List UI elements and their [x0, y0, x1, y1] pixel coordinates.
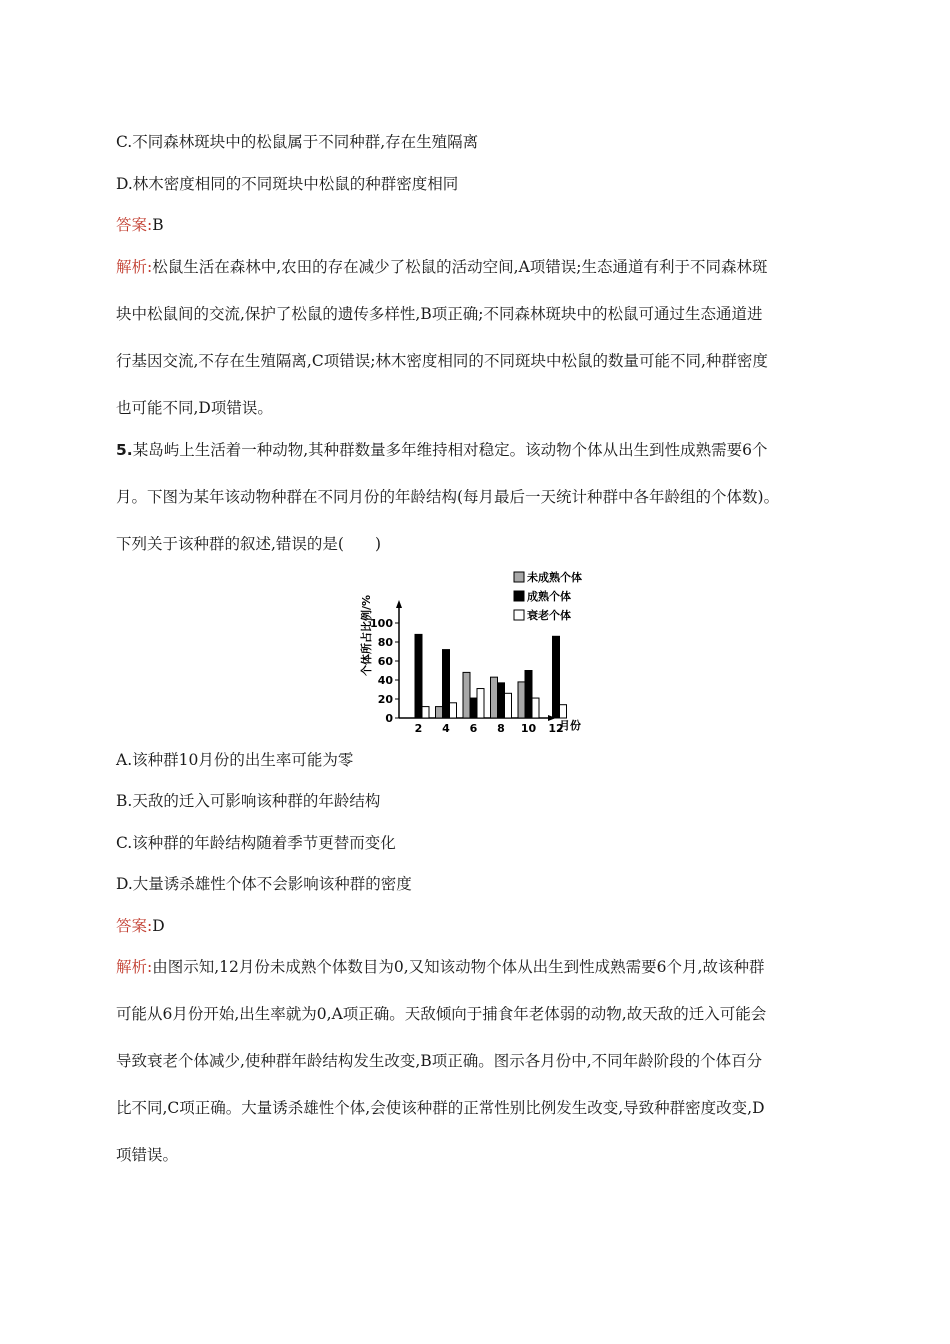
question-stem: 某岛屿上生活着一种动物,其种群数量多年维持相对稳定。该动物个体从出生到性成熟需要6个 [132, 441, 768, 459]
x-ticks [415, 722, 564, 735]
y-axis-arrow [396, 600, 402, 608]
legend-label-senescent: 衰老个体 [527, 609, 571, 622]
y-tick-label: 0 [385, 712, 393, 725]
legend [514, 570, 582, 622]
analysis-text: 由图示知,12月份未成熟个体数目为0,又知该动物个体从出生到性成熟需要6个月,故该种群 [152, 958, 765, 976]
option-d: D.大量诱杀雄性个体不会影响该种群的密度 [116, 875, 412, 893]
bar-mature-month-10 [525, 671, 532, 719]
bar-mature-month-2 [415, 634, 422, 718]
question-number: 5. [116, 441, 133, 459]
y-ticks [370, 617, 399, 725]
answer-value: B [152, 216, 164, 234]
answer-label: 答案: [116, 216, 153, 234]
x-tick-label: 12 [548, 722, 564, 735]
analysis-line-4: 比不同,C项正确。大量诱杀雄性个体,会使该种群的正常性别比例发生改变,导致种群密度改变,D [116, 1099, 765, 1117]
prev-analysis-line-4: 也可能不同,D项错误。 [116, 399, 273, 417]
analysis-line-2: 可能从6月份开始,出生率就为0,A项正确。天敌倾向于捕食年老体弱的动物,故天敌的迁入可能会 [116, 1005, 767, 1023]
bar-immature-month-8 [491, 677, 498, 718]
question-5-line-1 [116, 440, 767, 460]
option-c: C.该种群的年龄结构随着季节更替而变化 [116, 834, 396, 852]
y-tick-label: 80 [377, 636, 393, 649]
question-5-line-3: 下列关于该种群的叙述,错误的是( ) [116, 535, 382, 553]
x-tick-label: 10 [520, 722, 537, 735]
x-tick-label: 2 [414, 722, 423, 735]
bar-immature-month-10 [518, 682, 525, 718]
bar-mature-month-8 [498, 683, 505, 718]
analysis-line-5: 项错误。 [116, 1146, 179, 1164]
bar-senescent-month-10 [532, 698, 539, 718]
prev-analysis-line-2: 块中松鼠间的交流,保护了松鼠的遗传多样性,B项正确;不同森林斑块中的松鼠可通过生态通道进 [116, 305, 763, 323]
legend-label-immature: 未成熟个体 [527, 571, 582, 584]
bar-senescent-month-4 [450, 703, 457, 718]
y-tick-label: 40 [377, 674, 393, 687]
bar-senescent-month-8 [505, 693, 512, 718]
age-structure-chart [350, 566, 600, 736]
bar-senescent-month-6 [477, 689, 484, 718]
legend-label-mature: 成熟个体 [527, 590, 571, 603]
option-b: B.天敌的迁入可影响该种群的年龄结构 [116, 792, 381, 810]
bar-senescent-month-12 [560, 705, 567, 718]
bar-senescent-month-2 [422, 707, 429, 718]
answer-label: 答案: [116, 917, 153, 935]
y-tick-label: 100 [370, 617, 393, 630]
option-a: A.该种群10月份的出生率可能为零 [116, 751, 354, 769]
x-tick-label: 8 [497, 722, 505, 735]
legend-swatch-mature [514, 591, 524, 601]
question-5-line-2: 月。下图为某年该动物种群在不同月份的年龄结构(每月最后一天统计种群中各年龄组的个体数)。 [116, 488, 780, 506]
analysis-label: 解析: [116, 958, 153, 976]
legend-swatch-immature [514, 572, 524, 582]
answer-value: D [152, 917, 165, 935]
prev-analysis-line-1 [116, 257, 768, 277]
x-tick-label: 6 [469, 722, 478, 735]
legend-swatch-senescent [514, 610, 524, 620]
y-tick-label: 60 [377, 655, 393, 668]
x-axis-label: 月份 [559, 719, 581, 732]
y-axis-label: 个体所占比例/% [360, 594, 373, 676]
bar-immature-month-4 [436, 707, 443, 718]
y-tick-label: 20 [377, 693, 393, 706]
bars [415, 634, 567, 718]
analysis-label: 解析: [116, 258, 153, 276]
x-tick-label: 4 [442, 722, 450, 735]
bar-mature-month-12 [553, 636, 560, 718]
prev-option-d: D.林木密度相同的不同斑块中松鼠的种群密度相同 [116, 175, 459, 193]
prev-answer [116, 215, 164, 235]
prev-option-c: C.不同森林斑块中的松鼠属于不同种群,存在生殖隔离 [116, 133, 479, 151]
analysis-text: 松鼠生活在森林中,农田的存在减少了松鼠的活动空间,A项错误;生态通道有利于不同森林斑 [152, 258, 768, 276]
bar-mature-month-6 [470, 698, 477, 718]
bar-mature-month-4 [443, 650, 450, 718]
bar-immature-month-6 [463, 672, 470, 718]
analysis-line-3: 导致衰老个体减少,使种群年龄结构发生改变,B项正确。图示各月份中,不同年龄阶段的个体百分 [116, 1052, 763, 1070]
analysis-line-1 [116, 957, 764, 977]
answer [116, 916, 165, 936]
prev-analysis-line-3: 行基因交流,不存在生殖隔离,C项错误;林木密度相同的不同斑块中松鼠的数量可能不同,种群密度 [116, 352, 768, 370]
